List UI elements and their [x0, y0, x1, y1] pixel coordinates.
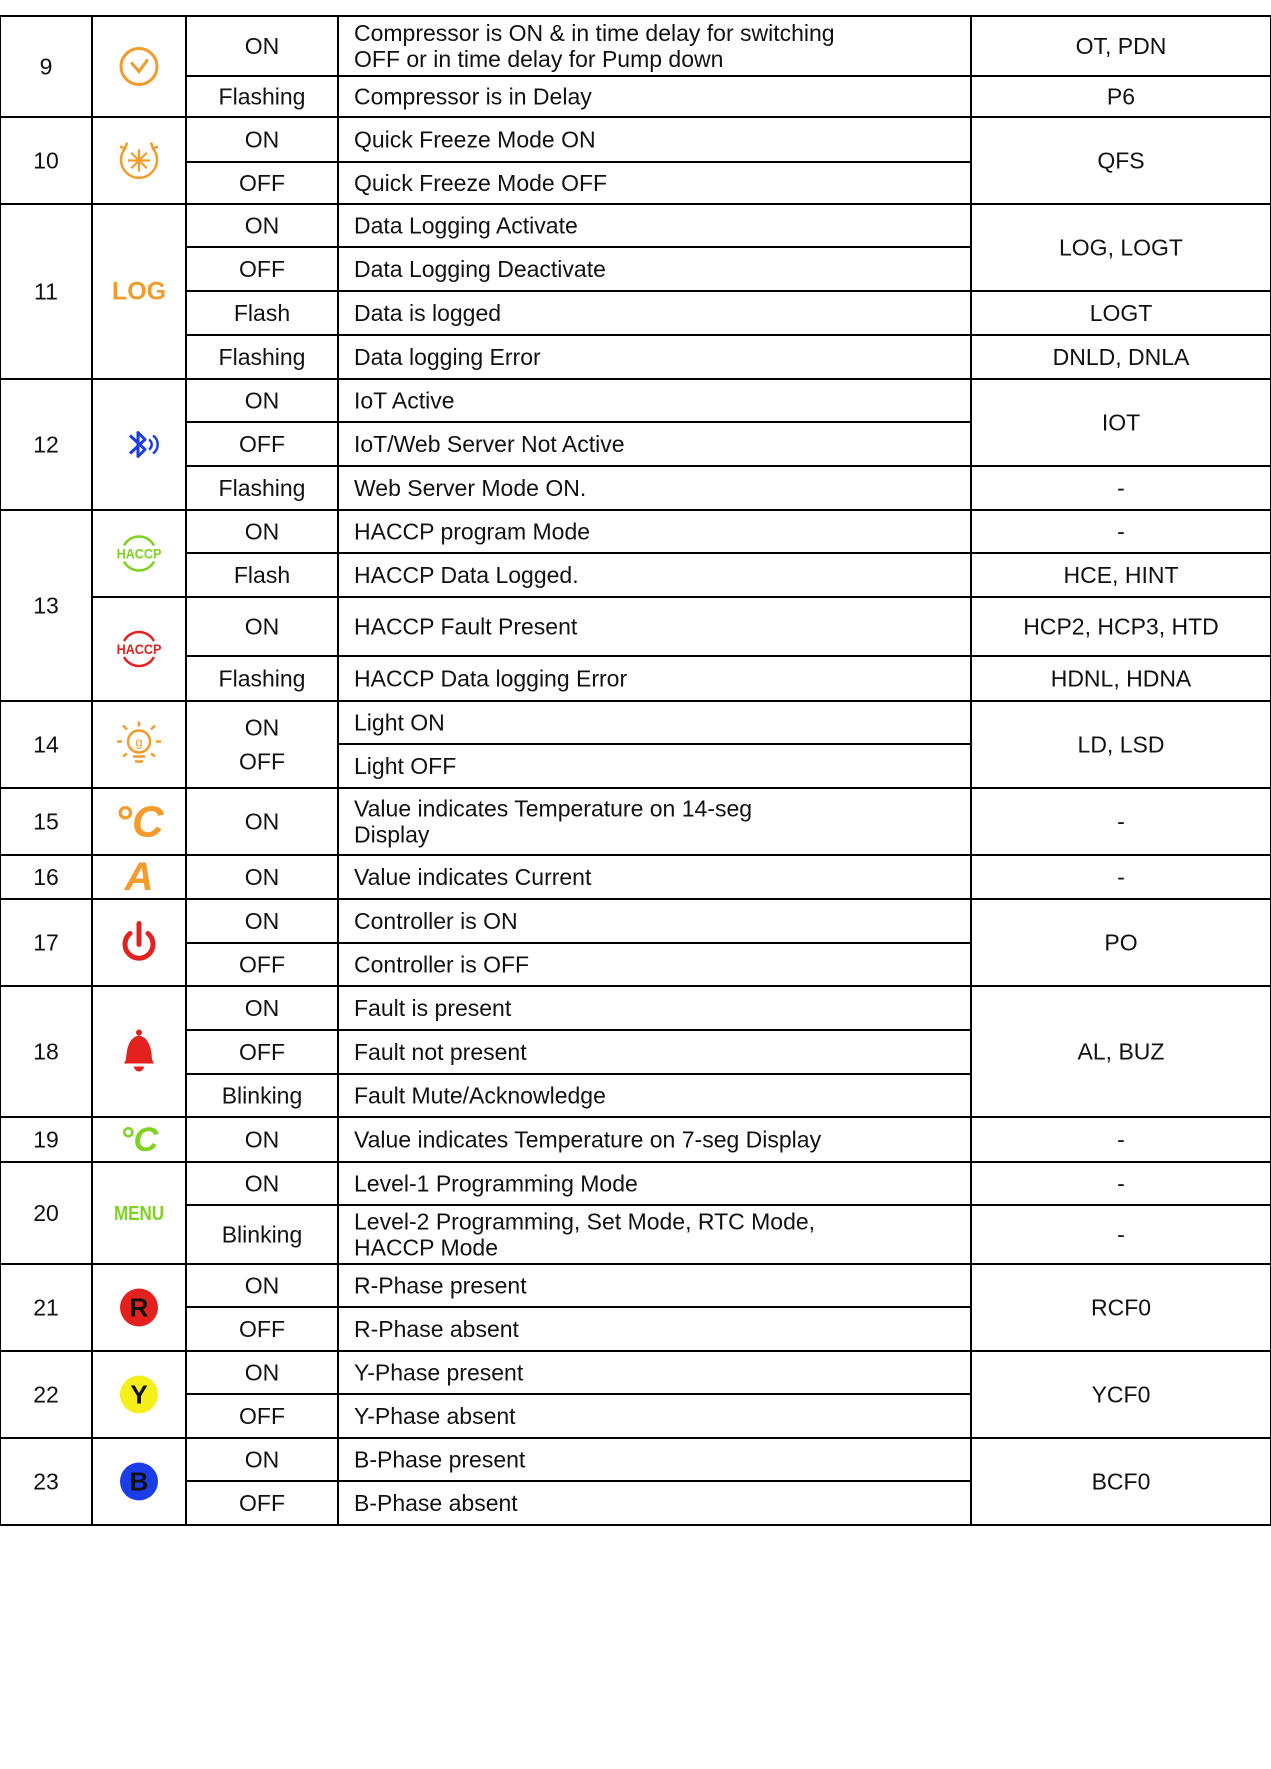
state-label: ON: [244, 518, 280, 545]
description-text: R-Phase absent: [354, 1316, 519, 1342]
state-label: ON: [244, 1272, 280, 1299]
bell-icon: [124, 1030, 154, 1072]
state-label: ON: [244, 33, 280, 59]
parameter-code: -: [1117, 1221, 1125, 1248]
haccp-red-icon: [117, 632, 162, 666]
description-text: Level-1 Programming Mode: [354, 1170, 638, 1197]
row-number: 11: [34, 278, 58, 305]
ampere-icon: [124, 855, 154, 899]
state-label: ON: [244, 1126, 280, 1153]
state-label: OFF: [239, 170, 285, 196]
state-label: OFF: [239, 256, 285, 282]
description-text: Value indicates Temperature on 14-seg: [354, 795, 753, 822]
r-phase-icon: [120, 1289, 158, 1327]
clock-icon: [121, 49, 157, 85]
description-text: IoT/Web Server Not Active: [354, 431, 625, 457]
svg-text:A: A: [124, 855, 154, 899]
state-label: Blinking: [221, 1082, 303, 1109]
row-number: 21: [33, 1294, 59, 1321]
log-icon: [112, 278, 166, 306]
description-text: B-Phase present: [354, 1446, 526, 1473]
row-number: 17: [33, 929, 59, 956]
description-text: Data is logged: [354, 300, 502, 326]
parameter-code: QFS: [1097, 147, 1145, 174]
row-number: 19: [33, 1126, 59, 1153]
description-text: Compressor is in Delay: [354, 83, 592, 110]
parameter-code: P6: [1106, 83, 1136, 110]
state-label: ON: [244, 864, 280, 890]
description-text: HACCP Mode: [354, 1234, 499, 1261]
description-text: Display: [354, 821, 430, 848]
state-label: OFF: [239, 951, 285, 978]
description-text: Y-Phase present: [354, 1359, 524, 1386]
haccp-green-icon: [117, 537, 162, 571]
description-text: HACCP Data logging Error: [354, 665, 628, 692]
parameter-code: -: [1117, 808, 1125, 835]
state-label: Blinking: [221, 1221, 303, 1248]
svg-text:B: B: [129, 1466, 149, 1497]
state-label: Flash: [233, 562, 291, 588]
state-label: ON: [244, 126, 280, 153]
state-label: ON: [244, 808, 280, 835]
parameter-code: -: [1117, 1126, 1125, 1153]
parameter-code: -: [1117, 864, 1125, 890]
description-text: Web Server Mode ON.: [354, 475, 587, 501]
quick-freeze-icon: [120, 143, 158, 178]
description-text: Y-Phase absent: [354, 1403, 516, 1429]
state-label: OFF: [239, 1490, 285, 1516]
parameter-code: -: [1117, 1170, 1125, 1197]
svg-text:MENU: MENU: [113, 1201, 165, 1225]
svg-text:HACCP: HACCP: [116, 545, 162, 562]
state-label: ON: [244, 1359, 280, 1386]
state-label: Flashing: [218, 83, 306, 110]
parameter-code: LOGT: [1089, 300, 1153, 326]
row-number: 20: [33, 1200, 59, 1226]
description-text: Compressor is ON & in time delay for switching: [354, 20, 835, 46]
state-label: OFF: [239, 1316, 285, 1342]
parameter-code: YCF0: [1091, 1381, 1151, 1408]
description-text: Quick Freeze Mode OFF: [354, 170, 608, 196]
description-text: Value indicates Temperature on 7-seg Display: [354, 1126, 822, 1153]
state-label: Flashing: [218, 665, 306, 692]
description-text: Fault is present: [354, 995, 512, 1021]
row-number: 22: [33, 1381, 59, 1408]
row-number: 9: [39, 53, 53, 80]
svg-text:°C: °C: [119, 1121, 159, 1160]
state-label: ON: [244, 387, 280, 414]
state-label: Flashing: [218, 475, 306, 501]
state-label: OFF: [239, 1403, 285, 1429]
description-text: Value indicates Current: [354, 864, 592, 890]
parameter-code: BCF0: [1091, 1468, 1151, 1495]
description-text: B-Phase absent: [354, 1490, 518, 1516]
state-label: ON: [244, 212, 280, 239]
description-text: Quick Freeze Mode ON: [354, 126, 596, 153]
row-number: 23: [33, 1468, 59, 1495]
parameter-code: HCE, HINT: [1063, 562, 1179, 588]
row-number: 16: [33, 864, 59, 890]
parameter-code: DNLD, DNLA: [1052, 344, 1190, 370]
svg-text:R: R: [129, 1292, 149, 1323]
state-label: ON: [244, 1446, 280, 1473]
description-text: IoT Active: [354, 387, 455, 414]
parameter-code: -: [1117, 518, 1125, 545]
row-number: 13: [33, 592, 59, 619]
description-text: Controller is OFF: [354, 951, 530, 978]
parameter-code: -: [1117, 475, 1125, 501]
svg-text:LOG: LOG: [111, 277, 167, 306]
parameter-code: LD, LSD: [1077, 731, 1165, 758]
description-text: Fault Mute/Acknowledge: [354, 1082, 606, 1109]
table-icons: [112, 49, 166, 1501]
description-text: Level-2 Programming, Set Mode, RTC Mode,: [354, 1208, 816, 1235]
description-text: R-Phase present: [354, 1272, 527, 1299]
row-number: 14: [33, 731, 59, 758]
description-text: Controller is ON: [354, 908, 518, 934]
svg-text:Y: Y: [130, 1379, 148, 1410]
row-number: 18: [33, 1038, 59, 1065]
description-text: Data logging Error: [354, 344, 541, 370]
description-text: Light ON: [354, 709, 445, 736]
celsius-green-icon: [120, 1121, 160, 1159]
row-number: 10: [33, 147, 59, 174]
state-label: Flash: [233, 300, 291, 326]
state-label: OFF: [239, 748, 285, 775]
parameter-code: RCF0: [1090, 1294, 1152, 1321]
row-number: 12: [33, 431, 59, 458]
state-label: ON: [244, 714, 280, 741]
state-label: OFF: [239, 431, 285, 457]
parameter-code: HCP2, HCP3, HTD: [1023, 613, 1219, 640]
celsius-orange-icon: [114, 797, 164, 846]
bluetooth-icon: [130, 433, 158, 457]
state-label: OFF: [239, 1039, 285, 1065]
description-text: Data Logging Activate: [354, 212, 578, 239]
row-number: 15: [33, 808, 59, 835]
parameter-code: OT, PDN: [1075, 33, 1167, 59]
parameter-code: HDNL, HDNA: [1050, 665, 1192, 692]
b-phase-icon: [120, 1463, 158, 1501]
parameter-code: PO: [1104, 929, 1138, 956]
parameter-code: LOG, LOGT: [1059, 234, 1183, 261]
description-text: Data Logging Deactivate: [354, 256, 606, 282]
description-text: Light OFF: [354, 753, 457, 779]
state-label: ON: [244, 613, 280, 640]
state-label: ON: [244, 995, 280, 1021]
description-text: HACCP Fault Present: [354, 613, 578, 640]
state-label: ON: [244, 1170, 280, 1197]
power-icon: [125, 924, 153, 959]
table-text: [33, 20, 1219, 1516]
parameter-code: IOT: [1101, 409, 1141, 436]
parameter-code: AL, BUZ: [1077, 1038, 1165, 1065]
y-phase-icon: [120, 1376, 158, 1414]
svg-text:°C: °C: [114, 797, 164, 847]
light-bulb-icon: [117, 722, 161, 762]
svg-text:g: g: [135, 734, 143, 750]
state-label: Flashing: [218, 344, 306, 370]
state-label: ON: [244, 908, 280, 934]
description-text: HACCP Data Logged.: [354, 562, 579, 588]
description-text: HACCP program Mode: [354, 518, 591, 545]
description-text: Fault not present: [354, 1039, 527, 1065]
description-text: OFF or in time delay for Pump down: [354, 46, 724, 72]
svg-text:HACCP: HACCP: [116, 641, 162, 658]
menu-icon: [114, 1202, 164, 1225]
